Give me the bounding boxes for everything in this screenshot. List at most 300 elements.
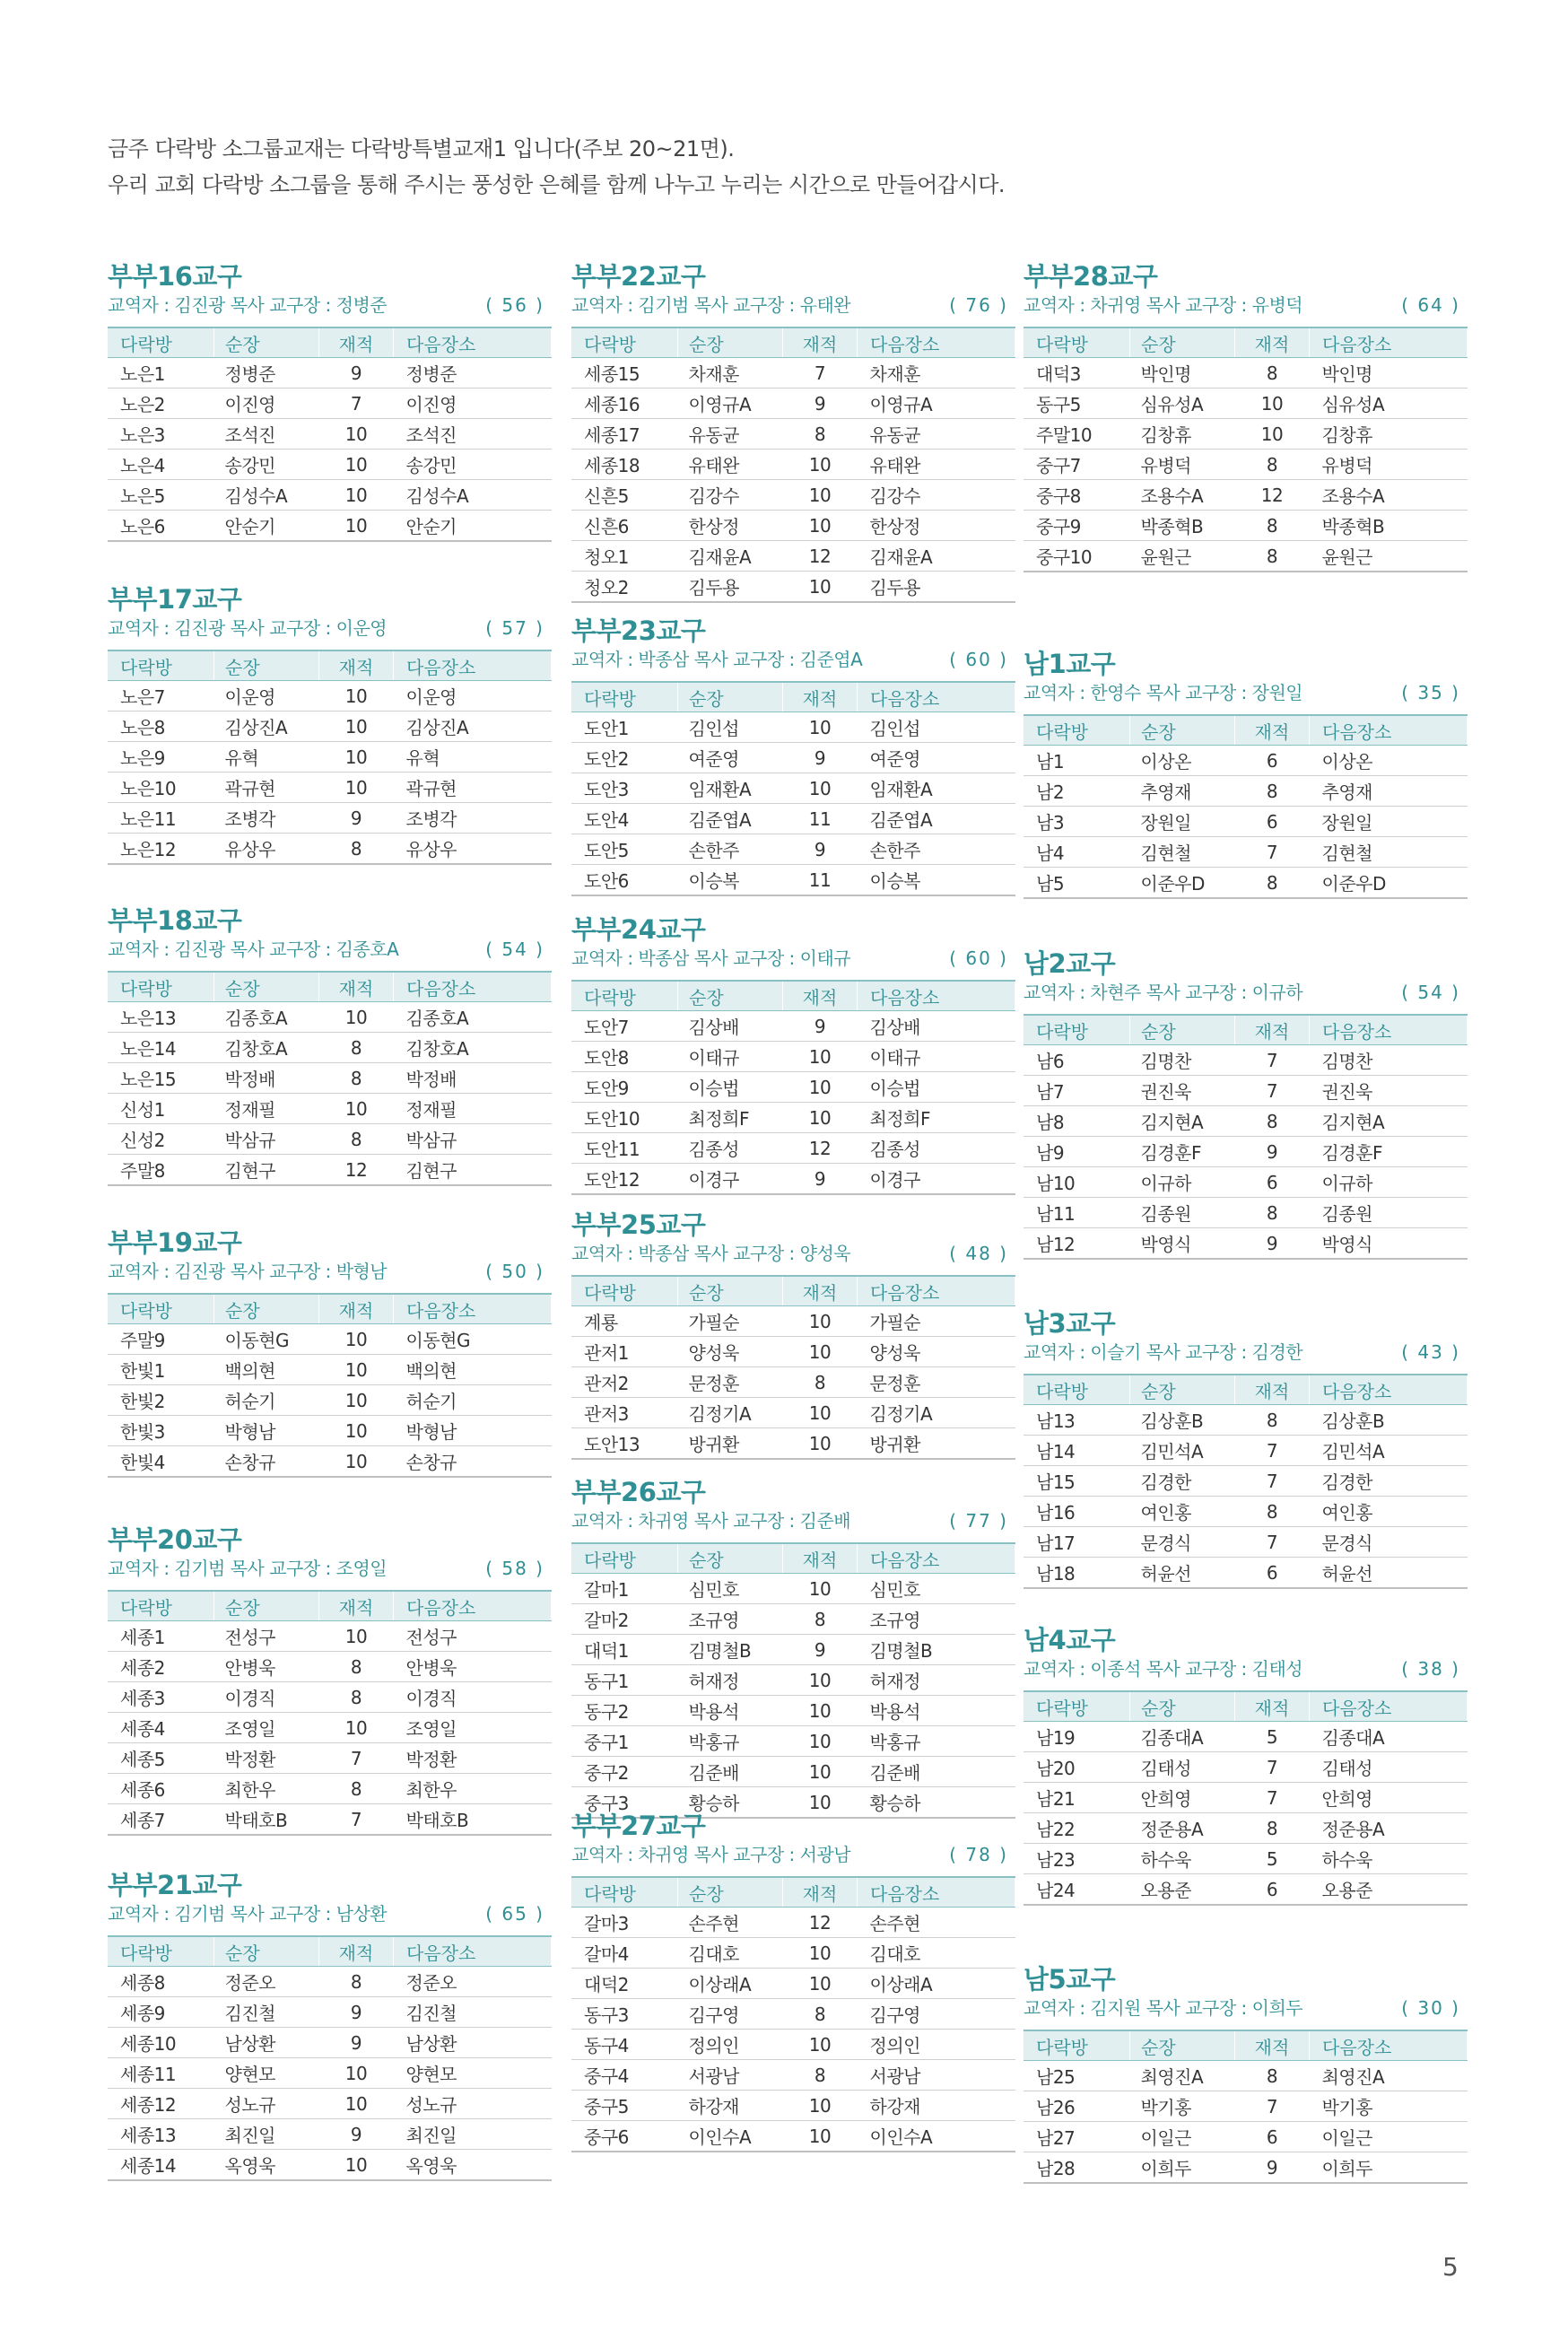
table-cell: 허재정 (858, 1665, 1015, 1696)
table-cell: 노은2 (108, 388, 214, 419)
table-cell: 유혁 (214, 742, 319, 773)
table-cell: 양성욱 (678, 1337, 783, 1367)
district-meta (1024, 292, 1468, 318)
table-cell: 8 (1235, 1813, 1310, 1844)
table-row (1024, 419, 1468, 450)
table-cell: 8 (783, 1604, 858, 1635)
table-header-row (571, 1276, 1015, 1306)
table-cell: 남26 (1024, 2091, 1130, 2122)
table-cell: 노은11 (108, 803, 214, 834)
table-cell: 최영진A (1310, 2061, 1468, 2091)
table-cell: 김태성 (1310, 1752, 1468, 1783)
district-staff: 교역자 : 차귀영 목사 교구장 : 서광남 (571, 1844, 851, 1865)
table-cell: 9 (319, 358, 394, 388)
table-cell: 전성구 (394, 1621, 552, 1652)
table-cell: 심유성A (1310, 388, 1468, 419)
table-row (571, 1757, 1015, 1787)
table-cell: 허윤선 (1130, 1558, 1235, 1589)
table-row (108, 1446, 552, 1478)
table-cell: 노은15 (108, 1063, 214, 1094)
table-cell: 정준용A (1130, 1813, 1235, 1844)
column-header: 다락방 (108, 1591, 214, 1621)
table-cell: 유상우 (394, 834, 552, 865)
table-cell: 허순기 (394, 1385, 552, 1416)
table-cell: 김두용 (858, 572, 1015, 603)
table-row (108, 1385, 552, 1416)
table-cell: 10 (783, 480, 858, 511)
district-block (571, 1476, 1015, 1819)
table-header-row (1024, 1015, 1468, 1045)
table-cell: 안병욱 (214, 1652, 319, 1682)
table-cell: 노은12 (108, 834, 214, 865)
table-cell: 갈마3 (571, 1908, 678, 1938)
column-header: 순장 (1130, 2030, 1235, 2061)
table-row (108, 388, 552, 419)
table-cell: 도안1 (571, 712, 678, 743)
table-cell: 7 (319, 1804, 394, 1836)
column-header: 다락방 (1024, 1691, 1130, 1722)
column-header: 재적 (783, 1877, 858, 1908)
table-cell: 세종17 (571, 419, 678, 450)
table-cell: 8 (783, 419, 858, 450)
column-header: 다음장소 (1310, 327, 1468, 358)
table-cell: 허재정 (678, 1665, 783, 1696)
district-title: 부부19교구 (108, 1227, 242, 1258)
district-count: ( 77 ) (949, 1510, 1008, 1532)
table-cell: 6 (1235, 1558, 1310, 1589)
table-cell: 10 (319, 1324, 394, 1355)
table-cell: 차재훈 (678, 358, 783, 388)
table-cell: 중구5 (571, 2091, 678, 2121)
table-cell: 9 (783, 1164, 858, 1195)
table-cell: 세종16 (571, 388, 678, 419)
column-header: 재적 (783, 981, 858, 1011)
table-cell: 백의현 (214, 1355, 319, 1385)
table-cell: 남18 (1024, 1558, 1130, 1589)
table-cell: 세종7 (108, 1804, 214, 1836)
table-row (571, 419, 1015, 450)
table-cell: 하수욱 (1130, 1844, 1235, 1874)
table-cell: 손주현 (858, 1908, 1015, 1938)
table-cell: 10 (319, 1002, 394, 1033)
table-cell: 박삼규 (214, 1124, 319, 1155)
table-cell: 남17 (1024, 1527, 1130, 1558)
table-cell: 조규영 (678, 1604, 783, 1635)
table-cell: 유상우 (214, 834, 319, 865)
table-cell: 10 (783, 1072, 858, 1103)
table-cell: 김창호A (394, 1033, 552, 1063)
district-block (571, 615, 1015, 896)
table-cell: 김인섭 (678, 712, 783, 743)
table-cell: 10 (319, 1713, 394, 1743)
table-cell: 양현모 (214, 2058, 319, 2089)
district-staff: 교역자 : 박종삼 목사 교구장 : 이태규 (571, 947, 851, 969)
table-cell: 박용석 (858, 1696, 1015, 1726)
district-meta (108, 292, 552, 318)
table-cell: 김지현A (1310, 1106, 1468, 1137)
table-cell: 도안4 (571, 804, 678, 834)
table-cell: 8 (783, 1999, 858, 2030)
table-cell: 박기홍 (1310, 2091, 1468, 2122)
table-cell: 도안7 (571, 1011, 678, 1042)
table-cell: 10 (319, 1385, 394, 1416)
table-cell: 중구4 (571, 2060, 678, 2091)
table-cell: 10 (319, 480, 394, 511)
table-cell: 박기홍 (1130, 2091, 1235, 2122)
table-cell: 문정훈 (858, 1367, 1015, 1398)
table-cell: 9 (783, 834, 858, 865)
table-cell: 남11 (1024, 1198, 1130, 1228)
table-row (1024, 2122, 1468, 2152)
table-row (571, 1164, 1015, 1195)
table-cell: 9 (783, 743, 858, 773)
table-row (108, 681, 552, 712)
column-header: 순장 (1130, 1375, 1235, 1405)
table-row (571, 2121, 1015, 2152)
table-cell: 김경훈F (1130, 1137, 1235, 1167)
district-meta (108, 1556, 552, 1581)
district-block (1024, 1307, 1468, 1589)
table-cell: 8 (1235, 1405, 1310, 1436)
table-cell: 10 (783, 1969, 858, 1999)
table-cell: 박정환 (394, 1743, 552, 1774)
table-cell: 노은14 (108, 1033, 214, 1063)
table-cell: 세종15 (571, 358, 678, 388)
table-row (108, 834, 552, 865)
table-cell: 11 (783, 865, 858, 896)
district-title: 남3교구 (1024, 1308, 1116, 1339)
table-cell: 가필순 (678, 1306, 783, 1337)
table-row (108, 1997, 552, 2028)
table-cell: 이경구 (678, 1164, 783, 1195)
table-cell: 김종원 (1310, 1198, 1468, 1228)
column-header: 재적 (1235, 1375, 1310, 1405)
column-header: 순장 (678, 1543, 783, 1574)
table-cell: 노은9 (108, 742, 214, 773)
table-cell: 중구7 (1024, 450, 1130, 480)
table-cell: 문경식 (1310, 1527, 1468, 1558)
table-cell: 안희영 (1310, 1783, 1468, 1813)
table-cell: 8 (783, 2060, 858, 2091)
table-cell: 세종13 (108, 2119, 214, 2150)
district-title: 남1교구 (1024, 649, 1116, 679)
table-cell: 중구3 (571, 1787, 678, 1819)
table-cell: 남25 (1024, 2061, 1130, 2091)
table-header-row (571, 1543, 1015, 1574)
column-header: 다락방 (1024, 327, 1130, 358)
table-cell: 손한주 (858, 834, 1015, 865)
table-cell: 손창규 (394, 1446, 552, 1478)
table-cell: 남4 (1024, 837, 1130, 868)
table-cell: 12 (783, 541, 858, 572)
table-cell: 이운영 (394, 681, 552, 712)
table-cell: 남3 (1024, 807, 1130, 837)
table-cell: 정준용A (1310, 1813, 1468, 1844)
district-title: 부부24교구 (571, 914, 706, 945)
table-header-row (1024, 715, 1468, 746)
table-cell: 7 (1235, 1466, 1310, 1497)
table-row (108, 742, 552, 773)
district-count: ( 35 ) (1401, 682, 1460, 703)
district-title: 부부22교구 (571, 261, 706, 292)
table-cell: 10 (783, 1428, 858, 1460)
column-header: 다락방 (108, 1294, 214, 1324)
table-cell: 이규하 (1130, 1167, 1235, 1198)
table-row (1024, 1874, 1468, 1906)
table-row (571, 712, 1015, 743)
table-cell: 6 (1235, 807, 1310, 837)
table-cell: 김지현A (1130, 1106, 1235, 1137)
table-cell: 정병준 (214, 358, 319, 388)
table-cell: 남1 (1024, 746, 1130, 776)
table-row (108, 1033, 552, 1063)
table-cell: 이진영 (214, 388, 319, 419)
district-table (571, 327, 1015, 603)
table-row (1024, 1722, 1468, 1752)
table-row (1024, 2091, 1468, 2122)
table-cell: 김준배 (858, 1757, 1015, 1787)
table-cell: 남15 (1024, 1466, 1130, 1497)
table-row (1024, 1558, 1468, 1589)
column-header: 재적 (783, 1276, 858, 1306)
table-cell: 유병덕 (1130, 450, 1235, 480)
table-row (108, 803, 552, 834)
table-cell: 세종18 (571, 450, 678, 480)
table-cell: 곽규현 (394, 773, 552, 803)
table-cell: 9 (319, 803, 394, 834)
column-header: 다음장소 (1310, 1375, 1468, 1405)
table-cell: 10 (319, 1621, 394, 1652)
district-meta (108, 937, 552, 962)
table-cell: 김경훈F (1310, 1137, 1468, 1167)
table-cell: 세종11 (108, 2058, 214, 2089)
table-cell: 정의인 (678, 2030, 783, 2060)
table-cell: 김창휴 (1130, 419, 1235, 450)
table-header-row (571, 1877, 1015, 1908)
table-cell: 김구영 (858, 1999, 1015, 2030)
table-cell: 남27 (1024, 2122, 1130, 2152)
table-cell: 김민석A (1130, 1436, 1235, 1466)
table-row (1024, 1527, 1468, 1558)
table-cell: 차재훈 (858, 358, 1015, 388)
table-row (571, 1969, 1015, 1999)
table-row (1024, 450, 1468, 480)
table-cell: 김종원 (1130, 1198, 1235, 1228)
table-cell: 도안6 (571, 865, 678, 896)
district-title: 부부20교구 (108, 1524, 242, 1555)
table-cell: 남23 (1024, 1844, 1130, 1874)
table-cell: 10 (1235, 419, 1310, 450)
table-cell: 12 (783, 1133, 858, 1164)
table-cell: 한상정 (858, 511, 1015, 541)
district-block (1024, 947, 1468, 1260)
table-row (108, 1804, 552, 1836)
table-cell: 6 (1235, 1874, 1310, 1906)
table-cell: 8 (319, 1033, 394, 1063)
district-count: ( 64 ) (1401, 294, 1460, 316)
table-cell: 문경식 (1130, 1527, 1235, 1558)
table-header-row (571, 327, 1015, 358)
table-cell: 10 (319, 773, 394, 803)
table-cell: 정병준 (394, 358, 552, 388)
district-count: ( 58 ) (485, 1558, 544, 1579)
table-cell: 이일근 (1310, 2122, 1468, 2152)
district-meta (571, 946, 1015, 971)
table-cell: 여인홍 (1310, 1497, 1468, 1527)
table-row (108, 1063, 552, 1094)
table-cell: 10 (319, 419, 394, 450)
table-cell: 이희두 (1310, 2152, 1468, 2184)
table-cell: 도안8 (571, 1042, 678, 1072)
table-cell: 정준오 (394, 1967, 552, 1997)
table-row (1024, 541, 1468, 572)
table-cell: 김인섭 (858, 712, 1015, 743)
table-cell: 9 (1235, 1137, 1310, 1167)
table-row (1024, 1045, 1468, 1076)
table-cell: 여인홍 (1130, 1497, 1235, 1527)
table-row (571, 2030, 1015, 2060)
table-cell: 노은4 (108, 450, 214, 480)
column-header: 재적 (319, 327, 394, 358)
table-cell: 중구6 (571, 2121, 678, 2152)
table-cell: 10 (783, 1938, 858, 1969)
table-cell: 최한우 (394, 1774, 552, 1804)
district-meta (571, 292, 1015, 318)
column-header: 재적 (319, 1936, 394, 1967)
table-cell: 손주현 (678, 1908, 783, 1938)
district-block (108, 904, 552, 1186)
table-row (1024, 1076, 1468, 1106)
district-count: ( 56 ) (485, 294, 544, 316)
table-header-row (1024, 327, 1468, 358)
district-staff: 교역자 : 김지원 목사 교구장 : 이희두 (1024, 1997, 1303, 2019)
table-cell: 김현철 (1130, 837, 1235, 868)
district-count: ( 48 ) (949, 1243, 1008, 1264)
table-cell: 추영재 (1130, 776, 1235, 807)
district-staff: 교역자 : 한영수 목사 교구장 : 장원일 (1024, 682, 1303, 703)
district-meta (571, 647, 1015, 672)
district-block (1024, 1624, 1468, 1906)
table-header-row (108, 972, 552, 1002)
table-row (571, 480, 1015, 511)
table-cell: 정재필 (394, 1094, 552, 1124)
table-cell: 이일근 (1130, 2122, 1235, 2152)
table-cell: 조병각 (214, 803, 319, 834)
column-header: 다락방 (1024, 715, 1130, 746)
table-cell: 심민호 (678, 1574, 783, 1604)
table-cell: 신성2 (108, 1124, 214, 1155)
district-title: 남4교구 (1024, 1625, 1116, 1655)
district-table (1024, 1690, 1468, 1906)
table-cell: 서광남 (858, 2060, 1015, 2091)
table-cell: 9 (1235, 1228, 1310, 1260)
table-cell: 조용수A (1310, 480, 1468, 511)
table-cell: 박종혁B (1310, 511, 1468, 541)
table-row (1024, 1198, 1468, 1228)
table-cell: 도안5 (571, 834, 678, 865)
column-header: 다락방 (571, 327, 678, 358)
table-cell: 세종10 (108, 2028, 214, 2058)
column-header: 다음장소 (858, 1276, 1015, 1306)
district-table (108, 650, 552, 865)
table-cell: 김준배 (678, 1757, 783, 1787)
table-cell: 김종호A (394, 1002, 552, 1033)
table-cell: 박홍규 (858, 1726, 1015, 1757)
table-cell: 9 (783, 1011, 858, 1042)
table-cell: 이규하 (1310, 1167, 1468, 1198)
table-row (108, 450, 552, 480)
table-cell: 10 (783, 2030, 858, 2060)
table-cell: 중구2 (571, 1757, 678, 1787)
table-cell: 이경직 (214, 1682, 319, 1713)
district-title: 부부23교구 (571, 615, 706, 646)
district-block (108, 583, 552, 865)
district-block (1024, 648, 1468, 899)
district-count: ( 54 ) (1401, 982, 1460, 1003)
table-cell: 김대호 (858, 1938, 1015, 1969)
table-row (108, 358, 552, 388)
table-row (108, 1621, 552, 1652)
table-cell: 김종대A (1130, 1722, 1235, 1752)
table-cell: 조병각 (394, 803, 552, 834)
table-row (571, 572, 1015, 603)
district-table (1024, 1014, 1468, 1260)
table-cell: 김구영 (678, 1999, 783, 2030)
table-cell: 남28 (1024, 2152, 1130, 2184)
table-row (1024, 388, 1468, 419)
district-count: ( 76 ) (949, 294, 1008, 316)
district-count: ( 54 ) (485, 939, 544, 960)
table-cell: 남16 (1024, 1497, 1130, 1527)
table-cell: 김준엽A (678, 804, 783, 834)
column-header: 순장 (1130, 327, 1235, 358)
column-header: 다음장소 (858, 327, 1015, 358)
table-cell: 김명찬 (1130, 1045, 1235, 1076)
table-cell: 남10 (1024, 1167, 1130, 1198)
district-staff: 교역자 : 박종삼 목사 교구장 : 김준엽A (571, 649, 863, 670)
district-staff: 교역자 : 박종삼 목사 교구장 : 양성욱 (571, 1243, 851, 1264)
table-cell: 김상훈B (1130, 1405, 1235, 1436)
table-cell: 김상배 (678, 1011, 783, 1042)
table-cell: 8 (1235, 868, 1310, 899)
column-header: 순장 (214, 972, 319, 1002)
table-row (108, 2119, 552, 2150)
table-cell: 8 (1235, 1497, 1310, 1527)
table-cell: 박인명 (1310, 358, 1468, 388)
table-cell: 최한우 (214, 1774, 319, 1804)
table-cell: 12 (783, 1908, 858, 1938)
district-meta (108, 615, 552, 641)
table-row (571, 865, 1015, 896)
table-cell: 조영일 (214, 1713, 319, 1743)
table-row (571, 743, 1015, 773)
table-row (108, 1416, 552, 1446)
table-cell: 심유성A (1130, 388, 1235, 419)
table-cell: 10 (319, 2089, 394, 2119)
table-row (108, 2089, 552, 2119)
column-header: 순장 (214, 327, 319, 358)
district-table (1024, 327, 1468, 572)
table-row (108, 773, 552, 803)
table-cell: 11 (783, 804, 858, 834)
table-header-row (108, 327, 552, 358)
table-cell: 성노규 (214, 2089, 319, 2119)
table-cell: 8 (1235, 358, 1310, 388)
table-cell: 10 (783, 511, 858, 541)
table-cell: 박삼규 (394, 1124, 552, 1155)
table-cell: 세종4 (108, 1713, 214, 1743)
column-header: 다락방 (571, 1877, 678, 1908)
